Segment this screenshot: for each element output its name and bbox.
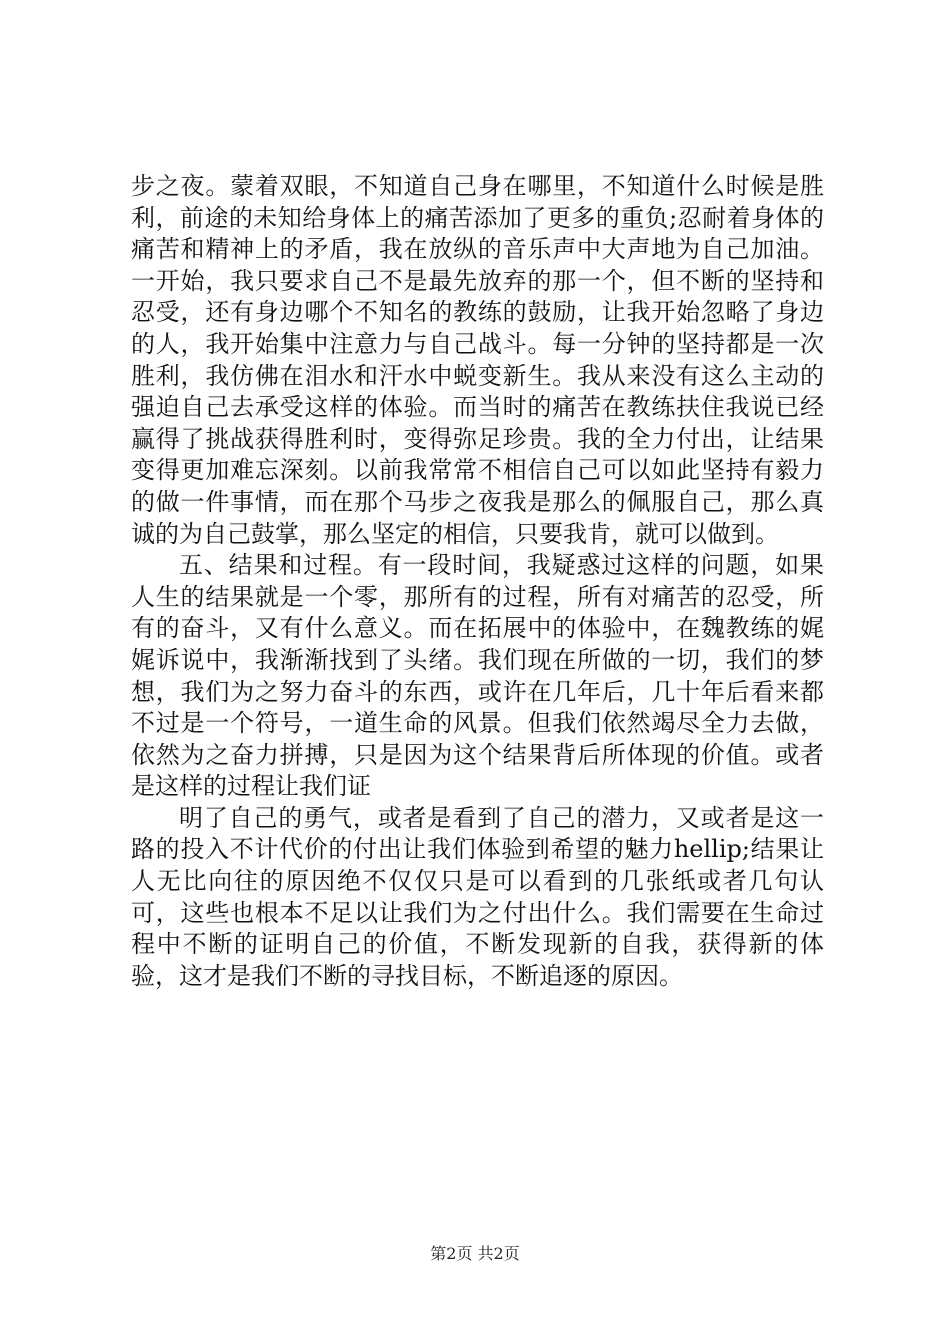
page-number-footer: 第2页 共2页 [430, 1244, 520, 1263]
paragraph-3: 明了自己的勇气，或者是看到了自己的潜力，又或者是这一路的投入不计代价的付出让我们体验到希望的魅力hellip;结果让人无比向往的原因绝不仅仅只是可以看到的几张纸或者几句认可，这些也根本不足以让我们为之付出什么。我们需要在生命过程中不断的证明自己的价值，不断发现新的自我，获得新的体验，这才是我们不断的寻找目标，不断追逐的原因。 [131, 803, 824, 990]
paragraph-1: 步之夜。蒙着双眼，不知道自己身在哪里，不知道什么时候是胜利，前途的未知给身体上的痛苦添加了更多的重负;忍耐着身体的痛苦和精神上的矛盾，我在放纵的音乐声中大声地为自己加油。一开始，我只要求自己不是最先放弃的那一个，但不断的坚持和忍受，还有身边哪个不知名的教练的鼓励，让我开始忽略了身边的人，我开始集中注意力与自己战斗。每一分钟的坚持都是一次胜利，我仿佛在泪水和汗水中蜕变新生。我从来没有这么主动的强迫自己去承受这样的体验。而当时的痛苦在教练扶住我说已经赢得了挑战获得胜利时，变得弥足珍贵。我的全力付出，让结果变得更加难忘深刻。以前我常常不相信自己可以如此坚持有毅力的做一件事情，而在那个马步之夜我是那么的佩服自己，那么真诚的为自己鼓掌，那么坚定的相信，只要我肯，就可以做到。 [131, 172, 824, 548]
document-body [131, 171, 824, 992]
paragraph-2: 五、结果和过程。有一段时间，我疑惑过这样的问题，如果人生的结果就是一个零，那所有的过程，所有对痛苦的忍受，所有的奋斗，又有什么意义。而在拓展中的体验中，在魏教练的娓娓诉说中，我渐渐找到了头绪。我们现在所做的一切，我们的梦想，我们为之努力奋斗的东西，或许在几年后，几十年后看来都不过是一个符号，一道生命的风景。但我们依然竭尽全力去做，依然为之奋力拼搏，只是因为这个结果背后所体现的价值。或者是这样的过程让我们证 [131, 551, 824, 801]
